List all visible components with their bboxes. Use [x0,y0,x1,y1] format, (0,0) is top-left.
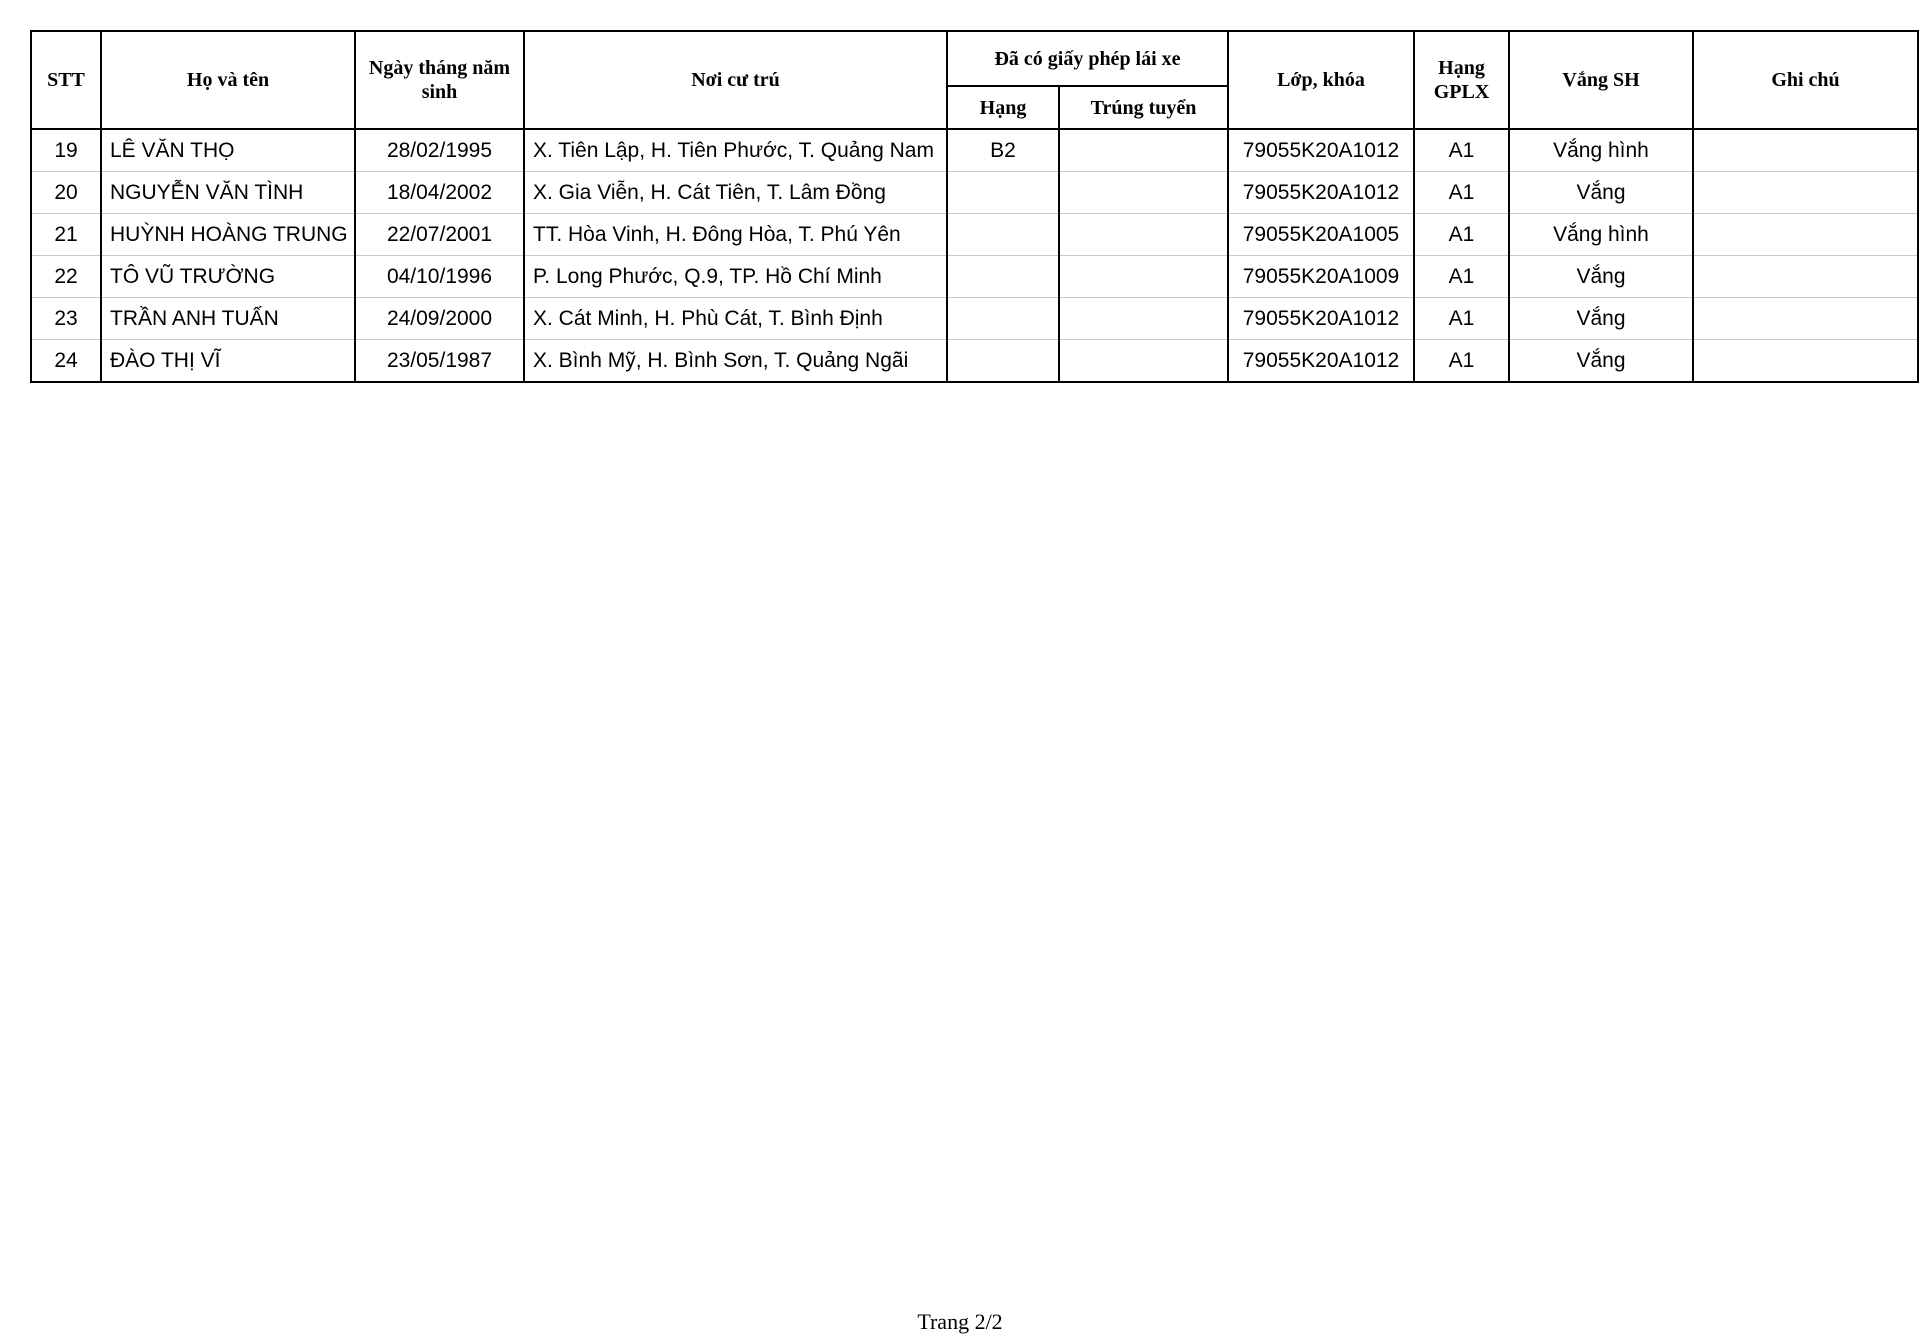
header-ho-ten: Họ và tên [101,31,355,129]
cell-stt: 19 [31,129,101,172]
cell-noi-cu-tru: X. Bình Mỹ, H. Bình Sơn, T. Quảng Ngãi [524,340,947,383]
cell-stt: 22 [31,256,101,298]
header-noi-cu-tru: Nơi cư trú [524,31,947,129]
cell-gplx-hang [947,214,1059,256]
cell-ho-ten: TRẦN ANH TUẤN [101,298,355,340]
header-gplx-hang: Hạng [947,86,1059,129]
cell-gplx-trung-tuyen [1059,129,1228,172]
cell-hang-gplx: A1 [1414,340,1509,383]
cell-gplx-hang [947,340,1059,383]
cell-gplx-trung-tuyen [1059,340,1228,383]
cell-lop-khoa: 79055K20A1012 [1228,340,1414,383]
cell-gplx-trung-tuyen [1059,298,1228,340]
header-hang-gplx: Hạng GPLX [1414,31,1509,129]
student-roster-table [30,30,1919,383]
cell-gplx-trung-tuyen [1059,214,1228,256]
cell-vang-sh: Vắng [1509,172,1693,214]
cell-ngay-sinh: 23/05/1987 [355,340,524,383]
cell-noi-cu-tru: X. Tiên Lập, H. Tiên Phước, T. Quảng Nam [524,129,947,172]
cell-ghi-chu [1693,298,1918,340]
cell-hang-gplx: A1 [1414,298,1509,340]
cell-ghi-chu [1693,129,1918,172]
table-row [31,172,1918,214]
cell-gplx-hang: B2 [947,129,1059,172]
cell-ngay-sinh: 28/02/1995 [355,129,524,172]
cell-hang-gplx: A1 [1414,256,1509,298]
header-ngay-sinh: Ngày tháng năm sinh [355,31,524,129]
cell-lop-khoa: 79055K20A1012 [1228,129,1414,172]
cell-ngay-sinh: 24/09/2000 [355,298,524,340]
cell-ngay-sinh: 04/10/1996 [355,256,524,298]
cell-lop-khoa: 79055K20A1012 [1228,172,1414,214]
header-gplx-trung-tuyen: Trúng tuyển [1059,86,1228,129]
cell-vang-sh: Vắng hình [1509,129,1693,172]
cell-ghi-chu [1693,256,1918,298]
cell-ho-ten: TÔ VŨ TRƯỜNG [101,256,355,298]
table-row [31,129,1918,172]
cell-noi-cu-tru: X. Gia Viễn, H. Cát Tiên, T. Lâm Đồng [524,172,947,214]
table-body [31,129,1918,382]
cell-gplx-trung-tuyen [1059,256,1228,298]
table-row [31,256,1918,298]
cell-ho-ten: NGUYỄN VĂN TÌNH [101,172,355,214]
header-vang-sh: Vắng SH [1509,31,1693,129]
cell-ho-ten: ĐÀO THỊ VĨ [101,340,355,383]
cell-hang-gplx: A1 [1414,172,1509,214]
cell-noi-cu-tru: X. Cát Minh, H. Phù Cát, T. Bình Định [524,298,947,340]
table-header [31,31,1918,129]
table-row [31,214,1918,256]
header-ghi-chu: Ghi chú [1693,31,1918,129]
cell-vang-sh: Vắng hình [1509,214,1693,256]
cell-gplx-trung-tuyen [1059,172,1228,214]
cell-noi-cu-tru: TT. Hòa Vinh, H. Đông Hòa, T. Phú Yên [524,214,947,256]
cell-noi-cu-tru: P. Long Phước, Q.9, TP. Hồ Chí Minh [524,256,947,298]
header-stt: STT [31,31,101,129]
cell-ho-ten: HUỲNH HOÀNG TRUNG [101,214,355,256]
cell-vang-sh: Vắng [1509,256,1693,298]
table-row [31,298,1918,340]
cell-vang-sh: Vắng [1509,298,1693,340]
cell-hang-gplx: A1 [1414,129,1509,172]
cell-gplx-hang [947,172,1059,214]
cell-stt: 21 [31,214,101,256]
cell-ngay-sinh: 18/04/2002 [355,172,524,214]
cell-gplx-hang [947,256,1059,298]
cell-gplx-hang [947,298,1059,340]
cell-ngay-sinh: 22/07/2001 [355,214,524,256]
cell-ghi-chu [1693,214,1918,256]
page-number: Trang 2/2 [917,1309,1003,1334]
cell-lop-khoa: 79055K20A1005 [1228,214,1414,256]
cell-ghi-chu [1693,172,1918,214]
cell-vang-sh: Vắng [1509,340,1693,383]
cell-lop-khoa: 79055K20A1009 [1228,256,1414,298]
cell-stt: 20 [31,172,101,214]
header-gplx-group: Đã có giấy phép lái xe [947,31,1228,86]
cell-hang-gplx: A1 [1414,214,1509,256]
cell-ghi-chu [1693,340,1918,383]
table-row [31,340,1918,383]
cell-ho-ten: LÊ VĂN THỌ [101,129,355,172]
cell-lop-khoa: 79055K20A1012 [1228,298,1414,340]
cell-stt: 24 [31,340,101,383]
cell-stt: 23 [31,298,101,340]
header-lop-khoa: Lớp, khóa [1228,31,1414,129]
